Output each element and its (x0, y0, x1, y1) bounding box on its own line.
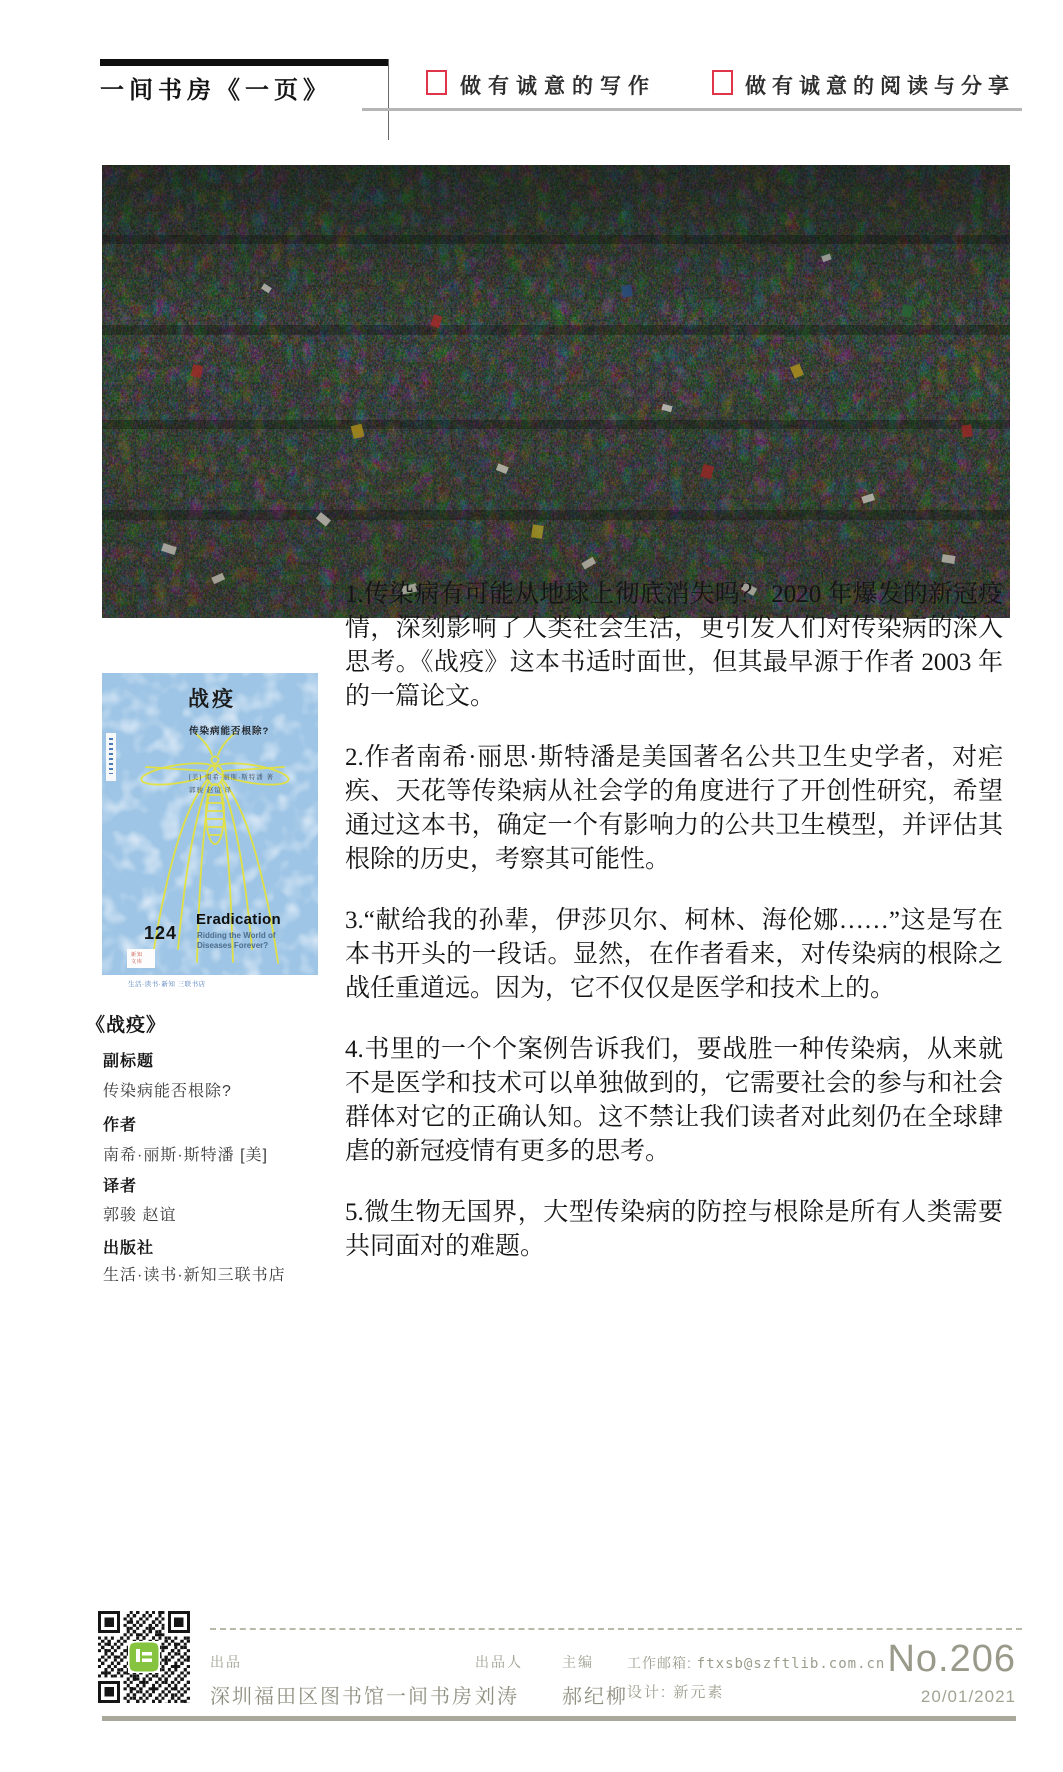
paragraph-1: 1.传染病有可能从地球上彻底消失吗？ 2020 年爆发的新冠疫情，深刻影响了人类社会生活，更引发人们对传染病的深入思考。《战疫》这本书适时面世，但其最早源于作者 2003 年的一篇论文。 (345, 581, 1003, 710)
meta-label-translator: 译者 (103, 1178, 138, 1195)
meta-label-subtitle: 副标题 (103, 1053, 155, 1070)
footer-email-row (627, 1653, 885, 1673)
paragraph-5: 5.微生物无国界，大型传染病的防控与根除是所有人类需要共同面对的难题。 (345, 1199, 1003, 1260)
footer-email-label: 工作邮箱: (627, 1655, 697, 1671)
review-paragraphs (345, 578, 1003, 1291)
header-vertical-divider (388, 59, 389, 140)
series-box-line1: 新知 (131, 951, 144, 958)
paragraph-4: 4.书里的一个个案例告诉我们，要战胜一种传染病，从来就不是医学和技术可以单独做到的，它需要社会的参与和社会群体对它的正确认知。这不禁让我们读者对此刻仍在全球肆虐的新冠疫情有更多的思考。 (345, 1036, 1003, 1165)
meta-value-subtitle: 传染病能否根除? (103, 1083, 232, 1100)
cover-publisher-small: 生活·读书·新知 三联书店 (128, 981, 206, 988)
footer-editor: 郝纪柳 (562, 1686, 628, 1708)
meta-label-publisher: 出版社 (103, 1240, 155, 1257)
footer-producer-person: 刘涛 (475, 1686, 519, 1708)
checkbox-icon (426, 70, 447, 95)
cover-subtitle-en-line1: Ridding the World of (197, 931, 276, 940)
cover-subtitle-en-line2: Diseases Forever? (197, 941, 269, 950)
footer-editor-label: 主编 (562, 1654, 594, 1670)
book-cover (102, 673, 318, 975)
meta-label-author: 作者 (103, 1117, 138, 1134)
footer-email: ftxsb@szftlib.com.cn (696, 1656, 886, 1672)
slogan-reading: 做有诚意的阅读与分享 (745, 75, 1015, 98)
paragraph-3: 3.“献给我的孙辈，伊莎贝尔、柯林、海伦娜……”这是写在本书开头的一段话。显然，在作者看来，对传染病的根除之战任重道远。因为，它不仅仅是医学和技术上的。 (345, 907, 1003, 1002)
cover-subtitle: 传染病能否根除? (189, 726, 270, 737)
cover-series-number: 124 (144, 923, 178, 943)
series-box-line2: 文库 (131, 958, 144, 965)
footer-design-line: 设计: 新元素 (627, 1684, 725, 1701)
book-title: 《战疫》 (86, 1015, 167, 1036)
header-rule (362, 108, 1022, 111)
footer-producer-person-label: 出品人 (475, 1654, 523, 1670)
footer-thick-rule (102, 1716, 1016, 1721)
cover-series-box (127, 949, 155, 968)
cover-translator-line: 郭骏 赵谊 译 (189, 787, 233, 794)
footer-producer-label: 出品 (210, 1654, 242, 1670)
meta-value-publisher: 生活·读书·新知三联书店 (103, 1267, 286, 1284)
meta-value-author: 南希·丽斯·斯特潘 [美] (103, 1147, 268, 1164)
slogan-writing: 做有诚意的写作 (460, 75, 656, 98)
checkbox-icon (712, 70, 733, 95)
cover-author-line: [美] 南希·丽斯·斯特潘 著 (189, 774, 275, 781)
qr-code (98, 1611, 190, 1703)
qr-center-logo (128, 1641, 160, 1673)
header-black-bar (100, 59, 388, 66)
cover-spine-tab (106, 733, 116, 781)
issue-date: 20/01/2021 (920, 1687, 1016, 1706)
mosquito-illustration (102, 673, 318, 975)
cover-title-en: Eradication (196, 911, 281, 928)
paragraph-2: 2.作者南希·丽思·斯特潘是美国著名公共卫生史学者，对疟疾、天花等传染病从社会学的角度进行了开创性研究，希望通过这本书，确定一个有影响力的公共卫生模型，并评估其根除的历史，考察其可能性。 (345, 744, 1003, 873)
footer-dashed-rule (210, 1628, 1022, 1630)
trading-floor-photo (102, 165, 1010, 618)
cover-title: 战疫 (188, 687, 236, 711)
footer-producer: 深圳福田区图书馆一间书房 (210, 1686, 474, 1708)
brand-logo: 一间书房《一页》 (100, 77, 332, 104)
issue-number: No.206 (887, 1638, 1016, 1680)
meta-value-translator: 郭骏 赵谊 (103, 1207, 177, 1224)
